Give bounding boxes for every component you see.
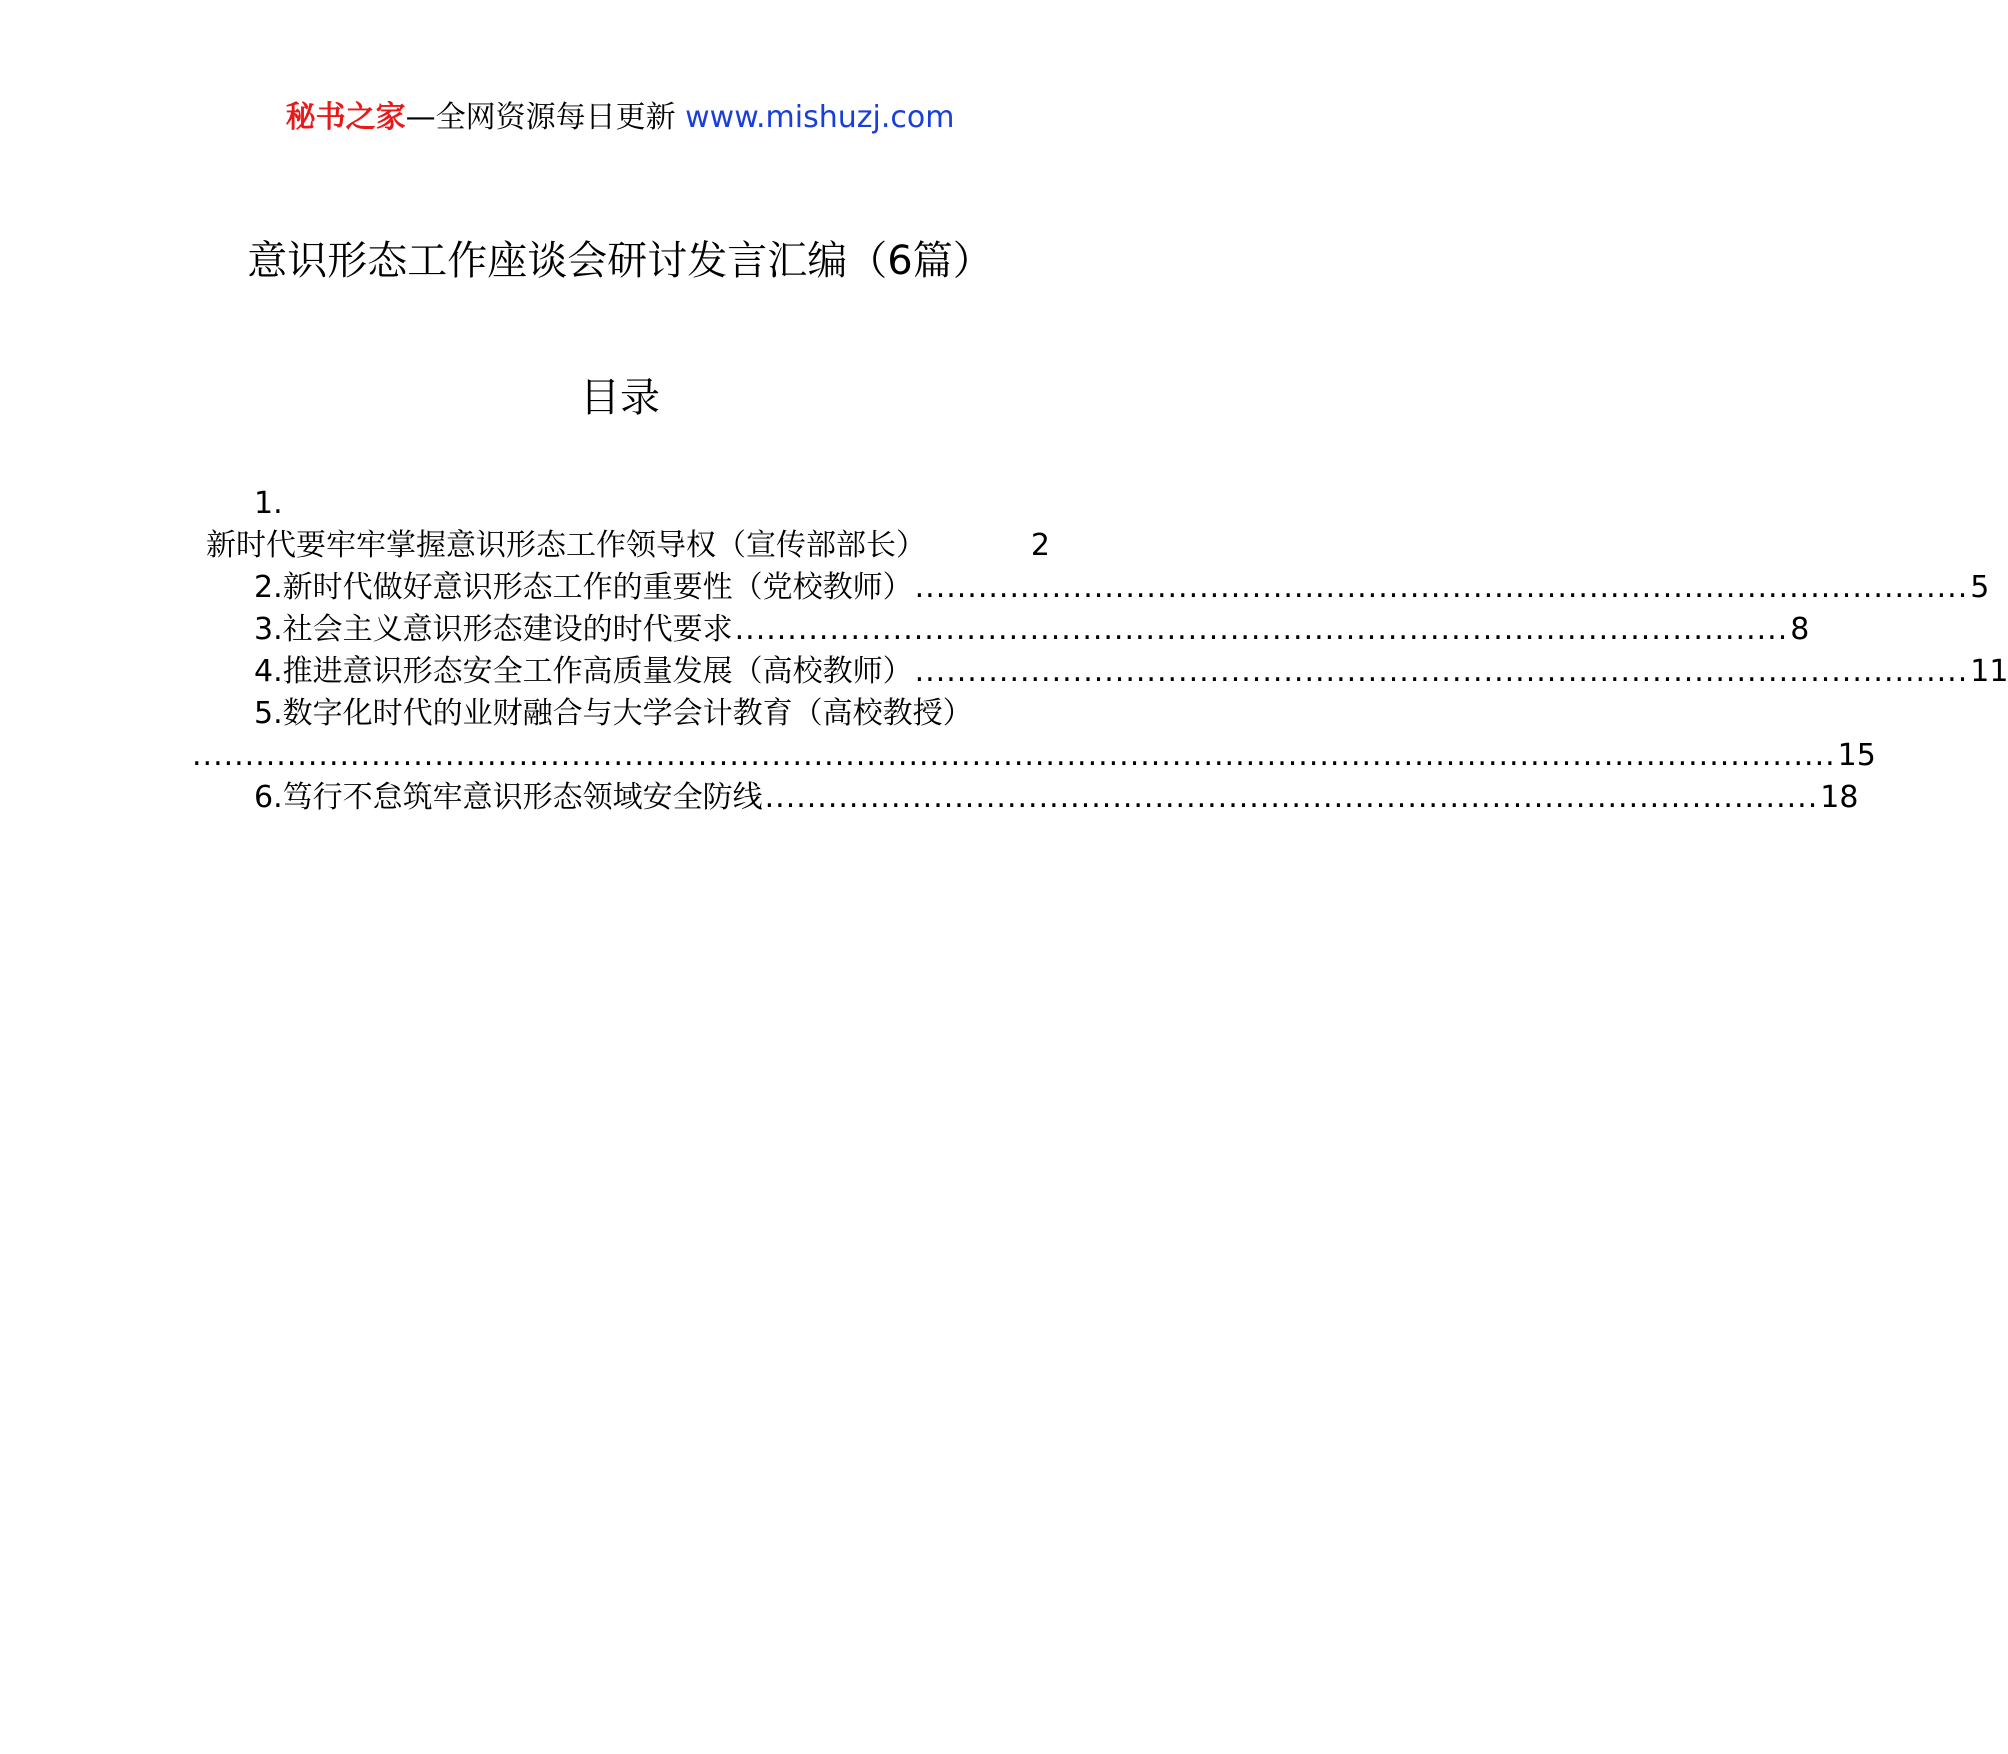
toc-entry-6[interactable] — [254, 777, 1859, 819]
toc-entry-1[interactable] — [206, 525, 1050, 567]
toc-page-number: 5 — [1970, 570, 1990, 605]
site-url-link[interactable]: www.mishuzj.com — [685, 100, 955, 135]
toc-leader: .................................................................................................... — [914, 570, 1969, 605]
header-slogan: —全网资源每日更新 — [405, 100, 676, 135]
toc-page-number: 11 — [1970, 654, 2008, 689]
toc-entry-number: 1. — [254, 486, 283, 521]
toc-leader: .................................................................................................... — [764, 780, 1819, 815]
toc-entry-text: 5.数字化时代的业财融合与大学会计教育（高校教授） — [254, 696, 973, 731]
site-header — [0, 98, 1240, 138]
toc-entry-1-number-line[interactable] — [254, 483, 1050, 525]
toc-page-number: 8 — [1790, 612, 1810, 647]
toc-entry-text: 2.新时代做好意识形态工作的重要性（党校教师） — [254, 570, 913, 605]
toc-entry-text: 4.推进意识形态安全工作高质量发展（高校教师） — [254, 654, 913, 689]
toc-leader: ............................................................................................................................................................ — [192, 738, 1836, 773]
toc-entry-2[interactable] — [254, 567, 1990, 609]
toc-entry-text: 新时代要牢牢掌握意识形态工作领导权（宣传部部长） — [206, 528, 926, 563]
toc-entry-5-page-line[interactable] — [190, 735, 1876, 777]
brand-name: 秘书之家 — [285, 100, 406, 135]
toc-page-number: 18 — [1820, 780, 1859, 815]
toc-entry-4[interactable] — [254, 651, 2008, 693]
document-title: 意识形态工作座谈会研讨发言汇编（6篇） — [247, 238, 993, 284]
toc-leader: .................................................................................................... — [914, 654, 1969, 689]
toc-entry-5[interactable] — [254, 693, 1050, 735]
toc-entry-text: 6.笃行不怠筑牢意识形态领域安全防线 — [254, 780, 763, 815]
toc-entry-3[interactable] — [254, 609, 1810, 651]
toc-entry-text: 3.社会主义意识形态建设的时代要求 — [254, 612, 733, 647]
toc-page-number: 2 — [1030, 528, 1050, 563]
toc-page-number: 15 — [1837, 738, 1876, 773]
toc-leader: .................................................................................................... — [734, 612, 1789, 647]
toc-heading: 目录 — [580, 375, 660, 421]
